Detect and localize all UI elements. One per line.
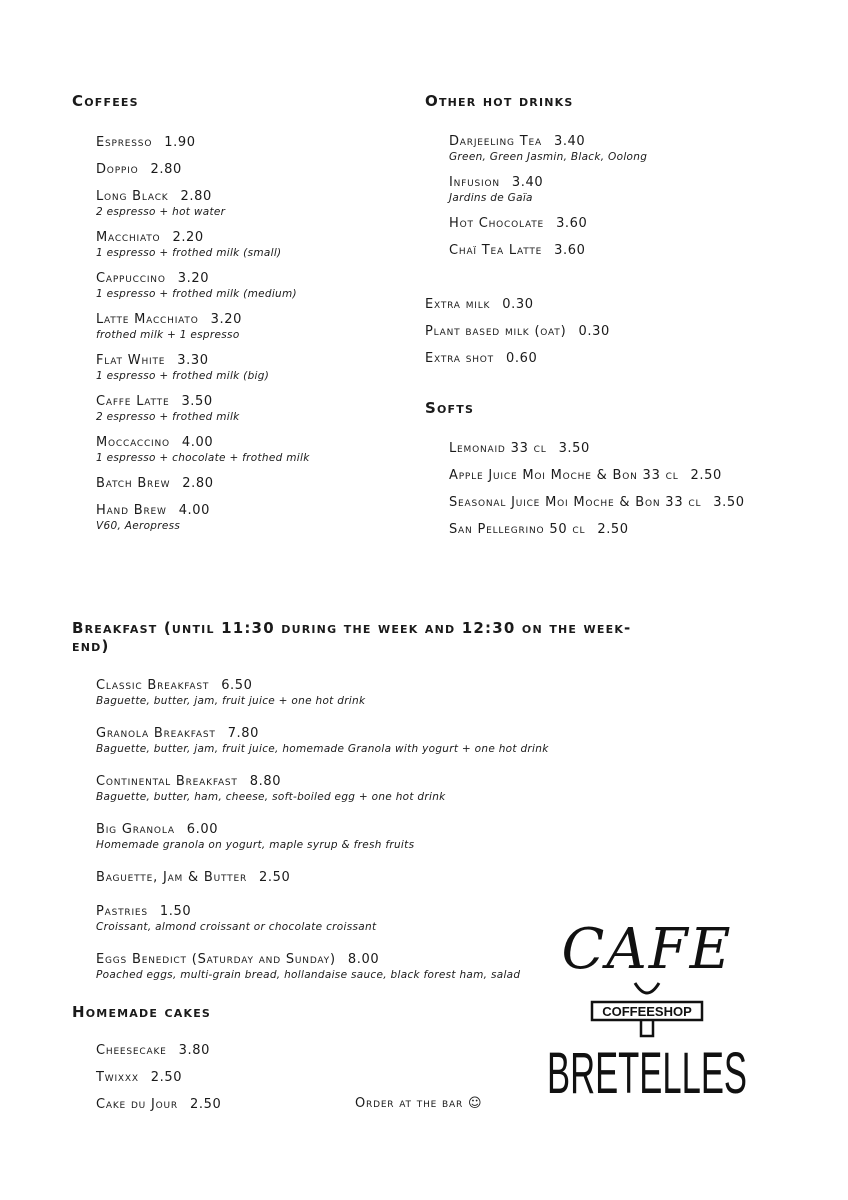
item-name: Lemonaid 33 cl xyxy=(449,441,547,456)
menu-item xyxy=(96,189,412,219)
extras-list xyxy=(425,297,825,367)
item-price: 2.80 xyxy=(182,476,214,491)
menu-item xyxy=(96,870,632,886)
item-name: Pastries xyxy=(96,904,148,919)
item-name: Apple Juice Moi Moche & Bon 33 cl xyxy=(449,468,679,483)
cakes-section xyxy=(72,1003,332,1124)
menu-item xyxy=(425,297,825,313)
item-name: Extra shot xyxy=(425,351,494,366)
logo-cafe-text: CAFE xyxy=(561,917,733,982)
item-name: Chaï Tea Latte xyxy=(449,243,543,258)
menu-item xyxy=(425,324,825,340)
item-name: Big Granola xyxy=(96,822,175,837)
item-price: 7.80 xyxy=(227,726,260,741)
item-price: 3.60 xyxy=(554,243,586,258)
menu-item-line xyxy=(96,822,632,838)
item-name: Macchiato xyxy=(96,230,161,245)
menu-item-line xyxy=(96,774,632,790)
item-name: Latte Macchiato xyxy=(96,312,199,327)
menu-item-line xyxy=(449,495,845,511)
item-name: Continental Breakfast xyxy=(96,774,238,789)
item-name: Hot Chocolate xyxy=(449,216,545,231)
menu-item xyxy=(449,216,825,232)
item-description: 1 espresso + chocolate + frothed milk xyxy=(96,452,310,464)
menu-item-line xyxy=(96,353,412,369)
item-description: Baguette, butter, ham, cheese, soft-boiled egg + one hot drink xyxy=(96,791,446,803)
menu-item-line xyxy=(449,522,845,538)
item-description: Green, Green Jasmin, Black, Oolong xyxy=(449,151,648,163)
logo-coffeeshop-text: COFFEESHOP xyxy=(602,1004,692,1019)
item-price: 8.80 xyxy=(249,774,282,789)
menu-item-line xyxy=(449,175,825,191)
menu-item-line xyxy=(449,441,845,457)
item-description: Baguette, butter, jam, fruit juice, homemade Granola with yogurt + one hot drink xyxy=(96,743,549,755)
menu-item xyxy=(96,230,412,260)
menu-item-line xyxy=(449,243,825,259)
menu-item-line xyxy=(96,230,412,246)
menu-item-line xyxy=(449,468,845,484)
other-hot-drinks-section xyxy=(425,92,825,270)
cakes-list xyxy=(96,1043,332,1113)
item-price: 8.00 xyxy=(347,952,380,967)
menu-item xyxy=(96,1097,332,1113)
menu-item-line xyxy=(425,351,825,367)
item-price: 4.00 xyxy=(178,503,211,518)
item-name: Hand Brew xyxy=(96,503,167,518)
cafe-bretelles-logo xyxy=(540,908,755,1123)
item-name: Doppio xyxy=(96,162,139,177)
section-title: Coffees xyxy=(72,92,139,110)
menu-item-line xyxy=(96,503,412,519)
item-price: 1.90 xyxy=(164,135,196,150)
item-price: 4.00 xyxy=(181,435,214,450)
item-price: 6.00 xyxy=(186,822,219,837)
softs-list xyxy=(449,441,845,538)
menu-item-line xyxy=(96,1097,332,1113)
menu-item-line xyxy=(425,297,825,313)
item-name: Espresso xyxy=(96,135,153,150)
item-name: Darjeeling Tea xyxy=(449,134,542,149)
menu-item xyxy=(449,522,845,538)
section-title: Homemade cakes xyxy=(72,1003,212,1021)
item-name: Moccaccino xyxy=(96,435,170,450)
item-price: 2.50 xyxy=(259,870,291,885)
item-price: 3.20 xyxy=(177,271,210,286)
logo-bretelles-text: BRETELLES xyxy=(547,1041,747,1106)
menu-item-line xyxy=(96,1070,332,1086)
item-name: Cappuccino xyxy=(96,271,166,286)
menu-item xyxy=(96,774,632,804)
item-price: 3.40 xyxy=(553,134,586,149)
menu-item-line xyxy=(449,134,825,150)
item-description: Croissant, almond croissant or chocolate croissant xyxy=(96,921,377,933)
item-price: 2.50 xyxy=(690,468,722,483)
other-hot-list xyxy=(449,134,825,259)
item-price: 3.20 xyxy=(210,312,242,327)
item-name: Cake du Jour xyxy=(96,1097,178,1112)
item-price: 0.30 xyxy=(578,324,610,339)
item-description: Poached eggs, multi-grain bread, hollandaise sauce, black forest ham, salad xyxy=(96,969,521,981)
menu-item xyxy=(96,435,412,465)
menu-item-line xyxy=(96,312,412,328)
item-name: Caffe Latte xyxy=(96,394,170,409)
item-name: Extra milk xyxy=(425,297,491,312)
item-price: 3.40 xyxy=(511,175,544,190)
item-description: V60, Aeropress xyxy=(96,520,181,532)
item-description: 1 espresso + frothed milk (small) xyxy=(96,247,282,259)
item-name: Granola Breakfast xyxy=(96,726,216,741)
item-name: Baguette, Jam & Butter xyxy=(96,870,247,885)
menu-item xyxy=(96,271,412,301)
menu-item xyxy=(449,134,825,164)
item-description: 1 espresso + frothed milk (big) xyxy=(96,370,270,382)
menu-item xyxy=(96,1043,332,1059)
item-name: Plant based milk (oat) xyxy=(425,324,567,339)
menu-item-line xyxy=(96,189,412,205)
item-price: 3.50 xyxy=(558,441,590,456)
item-price: 2.50 xyxy=(189,1097,222,1112)
menu-item xyxy=(96,394,412,424)
item-name: San Pellegrino 50 cl xyxy=(449,522,586,537)
order-note: Order at the bar ☺ xyxy=(355,1096,483,1111)
menu-item-line xyxy=(96,1043,332,1059)
item-description: Baguette, butter, jam, fruit juice + one hot drink xyxy=(96,695,366,707)
menu-item-line xyxy=(96,394,412,410)
menu-item xyxy=(96,726,632,756)
item-name: Flat White xyxy=(96,353,166,368)
softs-section xyxy=(425,399,845,549)
item-price: 3.80 xyxy=(178,1043,211,1058)
menu-item-line xyxy=(96,678,632,694)
menu-item xyxy=(96,678,632,708)
item-description: Jardins de Gaïa xyxy=(449,192,533,204)
item-description: 1 espresso + frothed milk (medium) xyxy=(96,288,297,300)
item-price: 2.20 xyxy=(172,230,204,245)
menu-item xyxy=(96,162,412,178)
menu-item xyxy=(425,351,825,367)
section-title: Breakfast (until 11:30 during the week and 12:30 on the week-end) xyxy=(72,619,632,655)
item-description: Homemade granola on yogurt, maple syrup & fresh fruits xyxy=(96,839,415,851)
menu-item xyxy=(449,468,845,484)
item-price: 3.60 xyxy=(556,216,588,231)
menu-item xyxy=(96,135,412,151)
item-name: Classic Breakfast xyxy=(96,678,210,693)
menu-item-line xyxy=(96,162,412,178)
menu-item-line xyxy=(96,135,412,151)
item-name: Cheesecake xyxy=(96,1043,167,1058)
menu-item xyxy=(96,1070,332,1086)
item-price: 0.60 xyxy=(505,351,538,366)
menu-item xyxy=(449,441,845,457)
item-description: 2 espresso + hot water xyxy=(96,206,226,218)
item-price: 2.80 xyxy=(180,189,212,204)
item-price: 2.50 xyxy=(150,1070,183,1085)
menu-item xyxy=(449,175,825,205)
menu-item xyxy=(96,503,412,533)
menu-item-line xyxy=(96,726,632,742)
item-name: Eggs Benedict (Saturday and Sunday) xyxy=(96,952,336,967)
menu-item-line xyxy=(425,324,825,340)
item-price: 1.50 xyxy=(159,904,192,919)
item-description: frothed milk + 1 espresso xyxy=(96,329,240,341)
menu-item-line xyxy=(96,271,412,287)
item-price: 2.80 xyxy=(150,162,182,177)
menu-item xyxy=(449,243,825,259)
section-title: Softs xyxy=(425,399,475,417)
menu-item-line xyxy=(449,216,825,232)
item-name: Batch Brew xyxy=(96,476,171,491)
coffees-list xyxy=(96,135,412,533)
item-name: Seasonal Juice Moi Moche & Bon 33 cl xyxy=(449,495,702,510)
menu-item xyxy=(96,822,632,852)
extras-section xyxy=(425,297,825,378)
item-price: 0.30 xyxy=(502,297,534,312)
coffees-section xyxy=(72,92,412,544)
menu-item xyxy=(96,476,412,492)
item-name: Long Black xyxy=(96,189,169,204)
section-title: Other hot drinks xyxy=(425,92,574,110)
menu-item xyxy=(96,353,412,383)
menu-item xyxy=(96,312,412,342)
menu-item-line xyxy=(96,476,412,492)
menu-item-line xyxy=(96,435,412,451)
menu-item-line xyxy=(96,870,632,886)
item-name: Infusion xyxy=(449,175,500,190)
item-description: 2 espresso + frothed milk xyxy=(96,411,240,423)
item-price: 3.50 xyxy=(181,394,213,409)
menu-item xyxy=(449,495,845,511)
item-name: Twixxx xyxy=(96,1070,139,1085)
item-price: 3.50 xyxy=(713,495,745,510)
item-price: 6.50 xyxy=(221,678,253,693)
item-price: 3.30 xyxy=(177,353,209,368)
item-price: 2.50 xyxy=(597,522,629,537)
